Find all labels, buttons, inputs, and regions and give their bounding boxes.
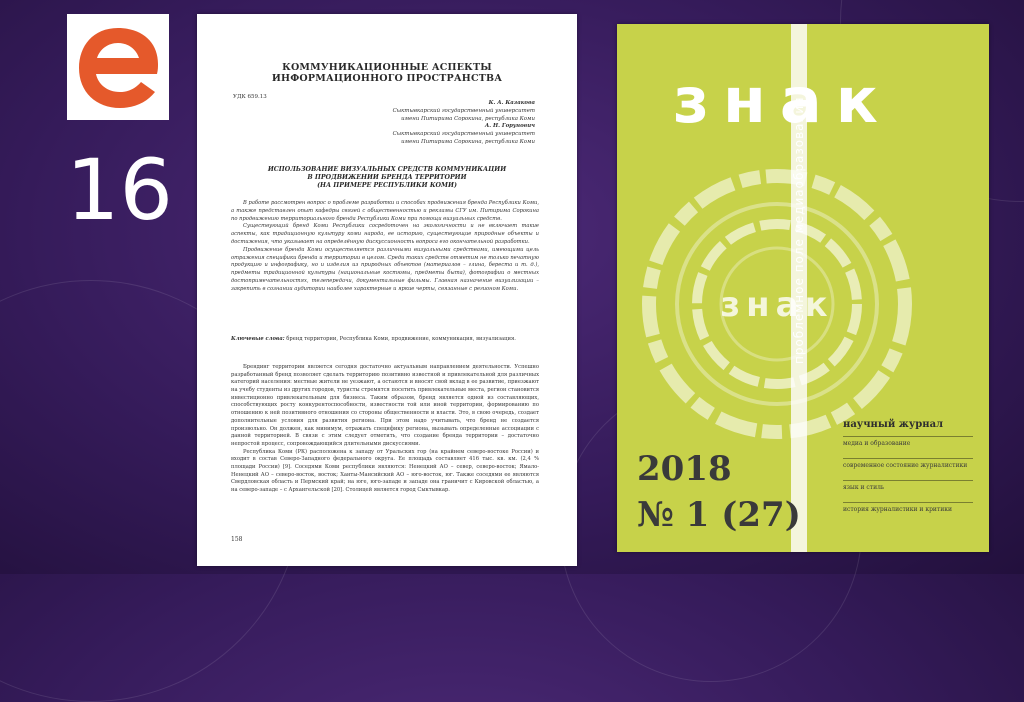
article-title-line: В ПРОДВИЖЕНИИ БРЕНДА ТЕРРИТОРИИ	[307, 173, 467, 181]
page-number: 158	[231, 536, 243, 543]
rubric-item: язык и стиль	[843, 480, 973, 502]
author-affiliation: имени Питирима Сорокина, республика Коми	[401, 139, 535, 146]
journal-cover	[617, 24, 989, 552]
article-title	[197, 166, 577, 190]
author-name: К. А. Казакова	[488, 100, 535, 106]
keywords-text: бренд территории, Республика Коми, продвижение, коммуникация, визуализация.	[286, 336, 516, 342]
author-affiliation: Сыктывкарский государственный университет	[392, 131, 535, 138]
cover-vertical-text: проблемное поле медиаобразования	[792, 96, 806, 364]
rubric-item: медиа и образование	[843, 436, 973, 458]
section-title-line: ИНФОРМАЦИОННОГО ПРОСТРАНСТВА	[271, 72, 503, 84]
rubric-item: современное состояние журналистики	[843, 458, 973, 480]
cover-year: 2018	[637, 449, 732, 489]
rubric-item: история журналистики и критики	[843, 502, 973, 524]
author-affiliation: Сыктывкарский государственный университет	[392, 107, 535, 114]
section-title	[197, 63, 577, 85]
body-text	[231, 364, 539, 495]
seal-stamp-icon	[627, 154, 927, 454]
section-title-line: КОММУНИКАЦИОННЫЕ АСПЕКТЫ	[282, 62, 492, 73]
logo	[67, 14, 169, 120]
authors-block	[285, 100, 535, 147]
udk-code: УДК 659.13	[233, 94, 267, 100]
author-name: А. Н. Горунович	[484, 123, 535, 130]
body-paragraph: Брендинг территории является сегодня достаточно актуальным направлением деятельности. Успешно разработанный бренд позволяет сделать территорию позитивно известной и привлекательной для различных категорий населения: местные жители не уезжают, а остаются и вносят свой вклад в ее развитие, приезжают на учебу студенты из других городов, туристы стремятся посетить привлекательные места, регион становится инвестиционно привлекательным для бизнеса. Таким образом, бренд является одной из составляющих, способствующих росту конкурентоспособности, известности той или иной территории, формированию по отношению к ней позитивного отношения со стороны общественности и власти. Это, в свою очередь, создает дополнительные условия для развития региона. При этом надо учитывать, что бренд не создается произвольно. Он должен, как минимум, отражать специфику региона, вызывать определенные ассоциации с данной территорией. В связи с этим следует отметить, что создание бренда территории – достаточно непростой процесс, сопровождающийся длительными дискуссиями.	[231, 364, 539, 447]
cover-issue: № 1 (27)	[637, 495, 801, 535]
keywords-label: Ключевые слова:	[231, 336, 285, 342]
seal-text: знак	[720, 285, 834, 325]
slide-number: 16	[66, 141, 173, 239]
logo-e-icon	[67, 14, 169, 120]
journal-label: научный журнал	[843, 419, 944, 430]
article-page	[197, 14, 577, 566]
abstract-paragraph: Продвижение бренда Коми осуществляется различными визуальными средствами, имеющими цель отражения специфики бренда и территории в целом. Среди таких средств отметим не только печатную продукцию и инфографику, но и изделия из природных объектов (материалов – глина, береста и т. д.), предметы традиционной культуры (национальные костюмы, предметы быта), фотографии о местных достопримечательностях, телепередачи, документальные фильмы. Главная назначение визуализации – закрепить в сознании аудитории наиболее характерные и яркие черты, связанные с регионом Коми.	[231, 246, 539, 292]
article-title-line: (НА ПРИМЕРЕ РЕСПУБЛИКИ КОМИ)	[317, 181, 457, 189]
author-affiliation: имени Питирима Сорокина, республика Коми	[401, 115, 535, 122]
body-paragraph: Республика Коми (РК) расположена к западу от Уральских гор (на крайнем северо-востоке России) и входит в состав Северо-Западного федерального округа. Ее площадь составляет 416 тыс. кв. км. (2,4 % площади России) [9]. Соседями Коми республики являются: Ненецкий АО – север, северо-восток; Ямало-Ненецкий АО – северо-восток, восток; Ханты-Мансийский АО – юго-восток, юг. Также соседями ее являются Свердловская область и Пермский край; на юге, юго-западе и западе она граничит с Кировской областью, а на северо-западе – с Архангельской [20]. Столицей является город Сыктывкар.	[231, 448, 539, 493]
abstract-paragraph: В работе рассмотрен вопрос о проблеме разработки и способах продвижения бренда Республики Коми, а также представлен опыт кафедры связей с общественностью и рекламы СГУ им. Питирима Сорокина по продвижению территориального бренда Республики Коми при помощи визуальных средств.	[231, 200, 539, 222]
abstract-paragraph: Существующий бренд Коми Республики сосредоточен на экологичности и не включает такие аспекты, как традиционную культуру коми народа, ее историю, существующие природные объекты и достижения, что указывает на определённую дискуссионность вопроса его окончательной разработки.	[231, 223, 539, 245]
abstract	[231, 200, 539, 294]
article-title-line: ИСПОЛЬЗОВАНИЕ ВИЗУАЛЬНЫХ СРЕДСТВ КОММУНИКАЦИИ	[267, 166, 507, 173]
rubric-list	[843, 436, 973, 524]
keywords	[231, 336, 539, 344]
cover-title: знак	[673, 64, 892, 137]
